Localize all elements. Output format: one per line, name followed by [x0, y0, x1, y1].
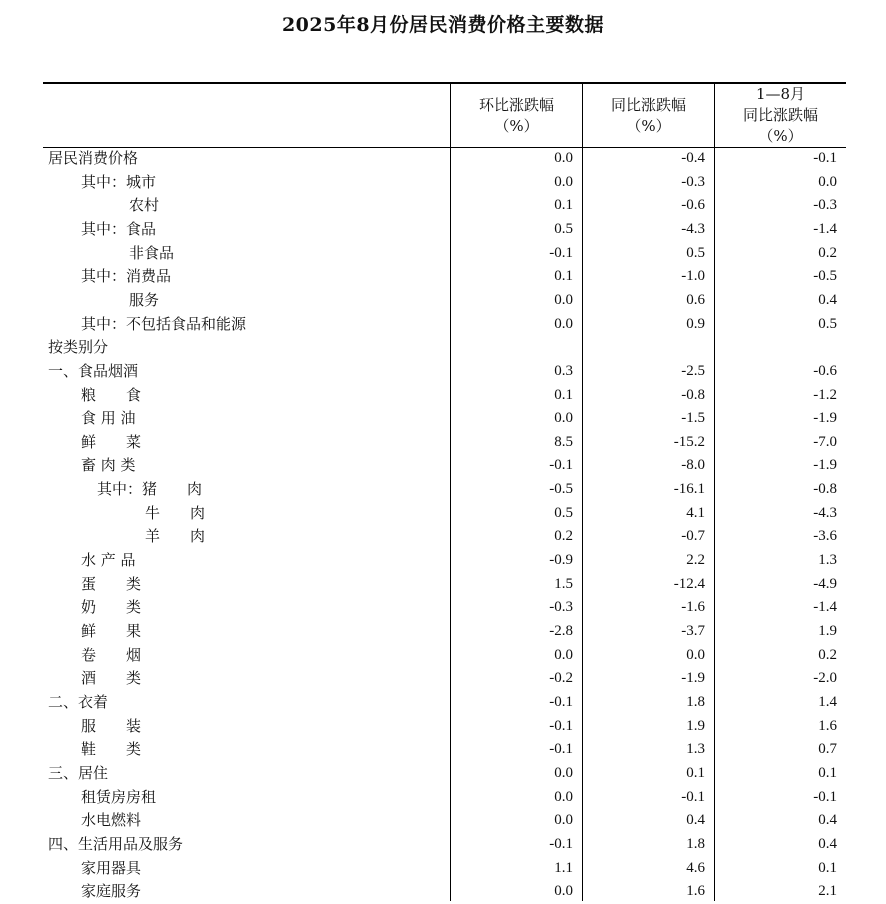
table-row	[43, 762, 846, 786]
header-ytd-line: 同比涨跌幅	[742, 106, 818, 124]
table-row	[43, 786, 846, 810]
row-label: 蛋 类	[81, 574, 142, 593]
header-ytd	[715, 84, 846, 147]
cell-yoy: 0.9	[686, 315, 705, 332]
row-label: 其中：不包括食品和能源	[81, 314, 247, 333]
cell-yoy: -0.8	[681, 386, 705, 403]
row-label: 其中：消费品	[81, 267, 172, 286]
cell-mom: 0.1	[554, 197, 573, 214]
row-label: 其中：城市	[81, 172, 157, 191]
header-yoy	[583, 84, 714, 147]
cell-mom: 0.2	[554, 528, 573, 545]
cell-ytd: -2.0	[813, 670, 837, 687]
row-label: 服务	[129, 290, 160, 309]
row-label: 租赁房房租	[81, 787, 157, 806]
table-row	[43, 147, 846, 171]
cell-mom: 0.1	[554, 386, 573, 403]
table-row	[43, 431, 846, 455]
cell-yoy: -1.0	[681, 268, 705, 285]
row-label: 粮 食	[81, 385, 142, 404]
row-label: 畜 肉 类	[81, 456, 136, 475]
cell-yoy: -0.7	[681, 528, 705, 545]
cell-yoy: 0.1	[686, 764, 705, 781]
cell-ytd: 0.4	[818, 835, 837, 852]
table-row	[43, 502, 846, 526]
cell-mom: -2.8	[549, 623, 573, 639]
row-label: 按类别分	[48, 338, 109, 357]
cell-mom: -0.1	[549, 244, 573, 261]
cell-ytd: -0.5	[813, 268, 837, 285]
cell-mom: -0.3	[549, 599, 573, 616]
table-row	[43, 478, 846, 502]
row-label: 羊 肉	[145, 527, 206, 546]
cell-ytd: 1.9	[818, 623, 837, 639]
cell-ytd: -4.3	[813, 504, 837, 521]
cell-mom: 0.0	[554, 812, 573, 829]
header-ytd-unit: （%）	[758, 127, 803, 145]
row-label: 非食品	[129, 243, 175, 262]
cell-yoy: 2.2	[686, 552, 705, 569]
cell-mom: -0.5	[549, 481, 573, 498]
cell-mom: 0.5	[554, 504, 573, 521]
table-row	[43, 549, 846, 573]
cell-yoy: 1.8	[686, 835, 705, 852]
table-row	[43, 857, 846, 881]
cell-yoy: -1.9	[681, 670, 705, 687]
row-label: 其中：猪 肉	[97, 480, 203, 499]
row-label: 水电燃料	[81, 811, 142, 830]
cell-mom: 1.1	[554, 859, 573, 876]
cell-mom: 0.0	[554, 291, 573, 308]
cell-yoy: 0.6	[686, 291, 705, 308]
cell-ytd: -0.8	[813, 481, 837, 498]
cell-mom: 0.0	[554, 788, 573, 805]
cell-ytd: 1.3	[818, 552, 837, 569]
row-label: 鲜 果	[81, 622, 142, 640]
row-label: 服 装	[81, 716, 142, 735]
cell-yoy: -16.1	[673, 481, 705, 498]
cell-mom: 0.0	[554, 315, 573, 332]
table-row	[43, 313, 846, 337]
table-row	[43, 336, 846, 360]
cell-ytd: -0.1	[813, 150, 837, 166]
cell-ytd: -0.3	[813, 197, 837, 214]
cell-yoy: -12.4	[673, 575, 705, 592]
cell-yoy: 0.5	[686, 244, 705, 261]
row-label: 家用器具	[81, 858, 142, 877]
cell-mom: 1.5	[554, 575, 573, 592]
table-row	[43, 194, 846, 218]
row-label: 鲜 菜	[81, 432, 142, 451]
cell-ytd: 2.1	[818, 883, 837, 900]
table-row	[43, 691, 846, 715]
cell-mom: -0.1	[549, 693, 573, 710]
table-row	[43, 407, 846, 431]
cell-ytd: -4.9	[813, 575, 837, 592]
row-label: 水 产 品	[81, 551, 136, 570]
header-mom-unit: （%）	[494, 116, 539, 135]
cell-yoy: -1.6	[681, 599, 705, 616]
cell-ytd: -1.9	[813, 410, 837, 427]
header-yoy-line: 同比涨跌幅	[610, 95, 686, 114]
cell-mom: 0.0	[554, 764, 573, 781]
cell-yoy: 4.6	[686, 859, 705, 876]
cell-ytd: -0.1	[813, 788, 837, 805]
row-label: 农村	[129, 196, 160, 215]
cell-mom: 0.5	[554, 220, 573, 237]
table-row	[43, 360, 846, 384]
cell-yoy: -0.3	[681, 173, 705, 190]
cell-yoy: -8.0	[681, 457, 705, 474]
table-row	[43, 880, 846, 904]
cell-ytd: 0.0	[818, 173, 837, 190]
cell-ytd: 0.7	[818, 741, 837, 758]
cell-yoy: 1.8	[686, 693, 705, 710]
header-mom-line: 环比涨跌幅	[478, 95, 554, 114]
table-row	[43, 715, 846, 739]
cell-ytd: 1.4	[818, 693, 837, 710]
row-label: 四、生活用品及服务	[48, 834, 184, 853]
cell-yoy: -0.6	[681, 197, 705, 214]
table-row	[43, 384, 846, 408]
cell-mom: 0.0	[554, 646, 573, 663]
cell-yoy: 0.0	[686, 646, 705, 663]
table-row	[43, 644, 846, 668]
cell-yoy: -0.1	[681, 788, 705, 805]
cell-ytd: -7.0	[813, 433, 837, 450]
cell-mom: -0.1	[549, 717, 573, 734]
table-row	[43, 525, 846, 549]
table-row	[43, 289, 846, 313]
row-label: 奶 类	[81, 598, 142, 617]
row-label: 三、居住	[48, 763, 109, 782]
cell-ytd: -3.6	[813, 528, 837, 545]
cell-yoy: 1.9	[686, 717, 705, 734]
table-row	[43, 738, 846, 762]
cell-ytd: 1.6	[818, 717, 837, 734]
header-yoy-unit: （%）	[626, 116, 671, 135]
cell-yoy: 0.4	[686, 812, 705, 829]
cell-yoy: -2.5	[681, 362, 705, 379]
cell-ytd: 0.4	[818, 291, 837, 308]
row-label: 家庭服务	[81, 882, 142, 901]
table-row	[43, 171, 846, 195]
table-row	[43, 809, 846, 833]
row-label: 牛 肉	[145, 503, 206, 522]
cell-ytd: 0.2	[818, 244, 837, 261]
cell-yoy: -3.7	[681, 623, 705, 639]
table-row	[43, 620, 846, 644]
cell-yoy: -1.5	[681, 410, 705, 427]
cell-yoy: -0.4	[681, 150, 705, 166]
cell-mom: 0.1	[554, 268, 573, 285]
row-label: 其中：食品	[81, 219, 157, 238]
cell-ytd: -0.6	[813, 362, 837, 379]
cell-ytd: 0.4	[818, 812, 837, 829]
cell-mom: -0.1	[549, 457, 573, 474]
table-row	[43, 833, 846, 857]
cell-mom: 0.0	[554, 410, 573, 427]
cell-yoy: 1.6	[686, 883, 705, 900]
cell-mom: -0.1	[549, 741, 573, 758]
cell-mom: -0.2	[549, 670, 573, 687]
table-row	[43, 596, 846, 620]
table-row	[43, 667, 846, 691]
row-label: 食 用 油	[81, 409, 136, 428]
header-mom	[451, 84, 582, 147]
cell-mom: 0.3	[554, 362, 573, 379]
row-label: 一、食品烟酒	[48, 361, 139, 380]
row-label: 二、衣着	[48, 692, 109, 711]
cell-ytd: -1.9	[813, 457, 837, 474]
cell-mom: 0.0	[554, 150, 573, 166]
table-row	[43, 242, 846, 266]
row-label: 鞋 类	[81, 740, 142, 759]
cell-yoy: -15.2	[673, 433, 705, 450]
cell-mom: -0.1	[549, 835, 573, 852]
cell-mom: 0.0	[554, 883, 573, 900]
cell-yoy: 1.3	[686, 741, 705, 758]
row-label: 居民消费价格	[48, 149, 139, 167]
row-label: 卷 烟	[81, 645, 142, 664]
page-title: 2025年8月份居民消费价格主要数据	[281, 14, 605, 36]
cell-ytd: -1.4	[813, 220, 837, 237]
cell-yoy: 4.1	[686, 504, 705, 521]
cell-ytd: 0.2	[818, 646, 837, 663]
cell-mom: 8.5	[554, 433, 573, 450]
header-ytd-period: 1—8月	[755, 85, 806, 103]
table-row	[43, 218, 846, 242]
cell-ytd: 0.5	[818, 315, 837, 332]
cell-ytd: -1.2	[813, 386, 837, 403]
cell-yoy: -4.3	[681, 220, 705, 237]
cell-ytd: -1.4	[813, 599, 837, 616]
row-label: 酒 类	[81, 669, 142, 688]
cell-ytd: 0.1	[818, 859, 837, 876]
cell-ytd: 0.1	[818, 764, 837, 781]
table-row	[43, 454, 846, 478]
cell-mom: 0.0	[554, 173, 573, 190]
table-row	[43, 265, 846, 289]
cell-mom: -0.9	[549, 552, 573, 569]
table-row	[43, 573, 846, 597]
